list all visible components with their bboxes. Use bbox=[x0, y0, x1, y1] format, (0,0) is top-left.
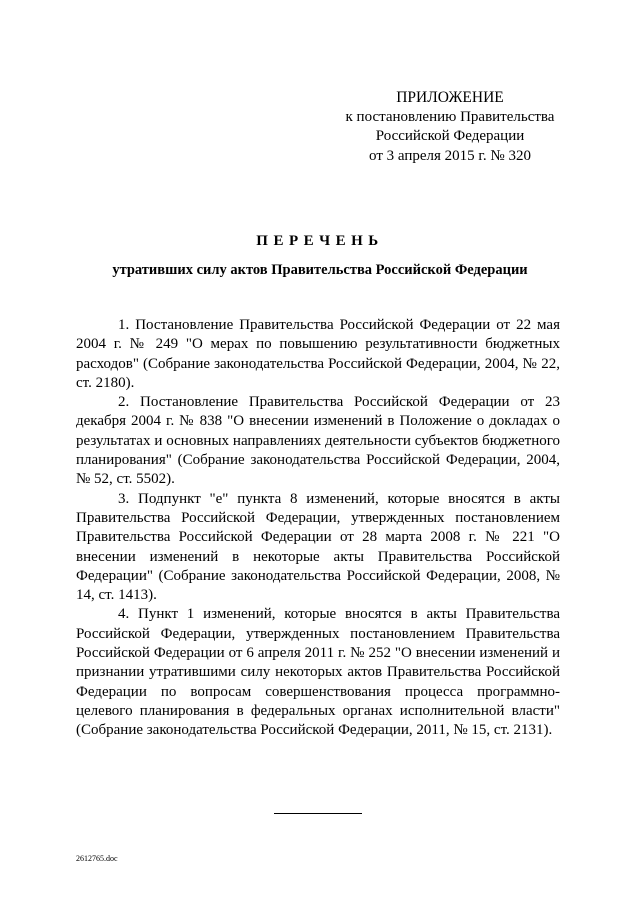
list-item-3: 3. Подпункт "е" пункта 8 изменений, которые вносятся в акты Правительства Российской Федерации, утвержденных постановлением Правительства Российской Федерации от 28 марта 2008 г. № 221 "О внесении изменений в некоторые акты Правительства Российской Федерации" (Собрание законодательства Российской Федерации, 2008, № 14, ст. 1413). bbox=[76, 490, 560, 604]
list-item-2: 2. Постановление Правительства Российской Федерации от 23 декабря 2004 г. № 838 "О внесении изменений в Положение о докладах о результатах и основных направлениях деятельности субъектов бюджетного планирования" (Собрание законодательства Российской Федерации, 2004, № 52, ст. 5502). bbox=[76, 394, 560, 488]
document-title: ПЕРЕЧЕНЬ bbox=[256, 233, 384, 249]
annex-line-3: от 3 апреля 2015 г. № 320 bbox=[369, 147, 531, 164]
document-filename: 2612765.doc bbox=[76, 854, 118, 863]
list-item-1: 1. Постановление Правительства Российской Федерации от 22 мая 2004 г. № 249 "О мерах по повышению результативности бюджетных расходов" (Собрание законодательства Российской Федерации, 2004, № 22, ст. 2180). bbox=[76, 317, 560, 391]
annex-heading: ПРИЛОЖЕНИЕ bbox=[396, 89, 504, 106]
document-subtitle: утративших силу актов Правительства Российской Федерации bbox=[112, 262, 528, 278]
annex-line-1: к постановлению Правительства bbox=[345, 108, 555, 125]
end-separator-line bbox=[274, 813, 362, 814]
list-body bbox=[76, 316, 560, 741]
annex-line-2: Российской Федерации bbox=[375, 128, 525, 144]
list-item-4: 4. Пункт 1 изменений, которые вносятся в акты Правительства Российской Федерации, утвержденных постановлением Правительства Российской Федерации от 6 апреля 2011 г. № 252 "О внесении изменений и признании утратившими силу некоторых актов Правительства Российской Федерации по вопросам совершенствования процесса программно-целевого планирования в федеральных органах исполнительной власти" (Собрание законодательства Российской Федерации, 2011, № 15, ст. 2131). bbox=[76, 606, 560, 739]
annex-block bbox=[330, 88, 570, 166]
